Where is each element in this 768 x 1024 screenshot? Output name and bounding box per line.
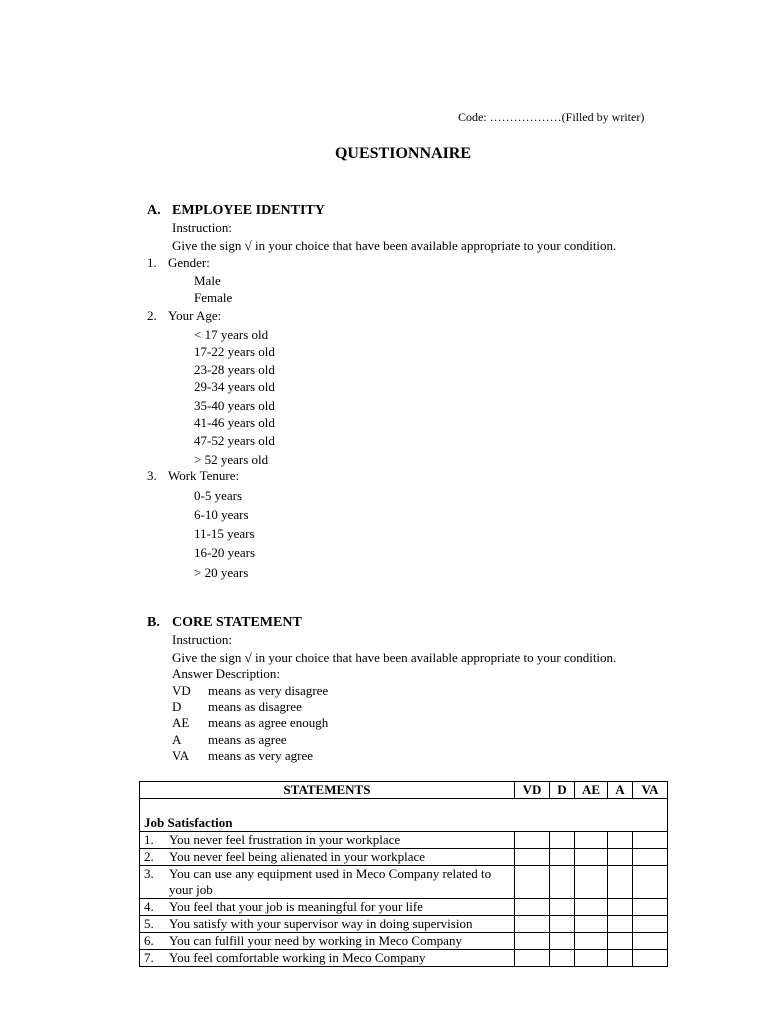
- section-b-heading: [147, 615, 302, 631]
- answer-code-row: VD means as very disagree: [172, 683, 329, 698]
- option-item: Male: [194, 273, 221, 288]
- answer-cell-d[interactable]: [550, 849, 575, 866]
- header-statements: STATEMENTS: [140, 782, 515, 799]
- answer-description-label: Answer Description:: [172, 666, 280, 681]
- table-row: 7. You feel comfortable working in Meco Company: [140, 950, 668, 967]
- section-b-instruction-text: Give the sign √ in your choice that have been available appropriate to your condition.: [172, 650, 617, 665]
- category-row: [140, 799, 668, 832]
- answer-cell-vd[interactable]: [515, 849, 550, 866]
- option-item: 16-20 years: [194, 545, 256, 560]
- answer-cell-ae[interactable]: [575, 849, 608, 866]
- page-title: QUESTIONNAIRE: [334, 145, 472, 162]
- answer-code-row: VA means as very agree: [172, 748, 314, 763]
- statements-table: [139, 781, 668, 967]
- section-a-heading: [147, 203, 325, 219]
- option-item: 11-15 years: [194, 526, 255, 541]
- option-item: < 17 years old: [194, 327, 269, 342]
- option-item: > 52 years old: [194, 452, 269, 467]
- answer-cell-va[interactable]: [633, 899, 668, 916]
- header-vd: VD: [515, 782, 550, 799]
- answer-cell-d[interactable]: [550, 832, 575, 849]
- statement-text: You feel comfortable working in Meco Company: [169, 950, 426, 965]
- table-row: 2. You never feel being alienated in your workplace: [140, 849, 668, 866]
- answer-cell-vd[interactable]: [515, 950, 550, 967]
- answer-cell-d[interactable]: [550, 933, 575, 950]
- question-gender: 1. Gender:: [147, 255, 210, 270]
- answer-cell-a[interactable]: [608, 832, 633, 849]
- code-line: Code: ………………(Filled by writer): [458, 110, 645, 124]
- table-row: 1. You never feel frustration in your workplace: [140, 832, 668, 849]
- answer-cell-ae[interactable]: [575, 899, 608, 916]
- answer-cell-va[interactable]: [633, 916, 668, 933]
- option-item: Female: [194, 290, 233, 305]
- table-header-row: [140, 782, 668, 799]
- option-item: 47-52 years old: [194, 433, 275, 448]
- answer-cell-ae[interactable]: [575, 916, 608, 933]
- answer-cell-va[interactable]: [633, 950, 668, 967]
- section-b-title: CORE STATEMENT: [172, 615, 302, 630]
- table-row: 6. You can fulfill your need by working in Meco Company: [140, 933, 668, 950]
- statement-text: You can use any equipment used in Meco Company related to your job: [169, 866, 492, 897]
- section-a-instruction-text: Give the sign √ in your choice that have been available appropriate to your condition.: [172, 238, 617, 253]
- answer-cell-a[interactable]: [608, 849, 633, 866]
- option-item: 17-22 years old: [194, 344, 275, 359]
- answer-cell-vd[interactable]: [515, 933, 550, 950]
- answer-cell-vd[interactable]: [515, 832, 550, 849]
- section-a-instruction-label: Instruction:: [172, 220, 232, 235]
- section-a-letter: A.: [147, 203, 161, 218]
- answer-cell-ae[interactable]: [575, 950, 608, 967]
- table-row: 3. You can use any equipment used in Meco Company related to your job: [140, 866, 668, 899]
- option-item: 6-10 years: [194, 507, 249, 522]
- option-item: 35-40 years old: [194, 398, 275, 413]
- option-item: 23-28 years old: [194, 362, 275, 377]
- answer-cell-d[interactable]: [550, 916, 575, 933]
- answer-cell-ae[interactable]: [575, 933, 608, 950]
- answer-code-row: AE means as agree enough: [172, 715, 329, 730]
- table-row: 5. You satisfy with your supervisor way in doing supervision: [140, 916, 668, 933]
- section-b-letter: B.: [147, 615, 160, 630]
- answer-cell-vd[interactable]: [515, 866, 550, 899]
- answer-cell-va[interactable]: [633, 933, 668, 950]
- table-row: 4. You feel that your job is meaningful for your life: [140, 899, 668, 916]
- category-job-satisfaction: Job Satisfaction: [140, 799, 668, 832]
- header-va: VA: [633, 782, 668, 799]
- answer-cell-vd[interactable]: [515, 899, 550, 916]
- answer-cell-vd[interactable]: [515, 916, 550, 933]
- header-a: A: [608, 782, 633, 799]
- answer-cell-d[interactable]: [550, 899, 575, 916]
- statement-text: You can fulfill your need by working in Meco Company: [169, 933, 462, 948]
- header-d: D: [550, 782, 575, 799]
- section-a-title: EMPLOYEE IDENTITY: [172, 203, 325, 218]
- option-item: 0-5 years: [194, 488, 243, 503]
- answer-cell-va[interactable]: [633, 849, 668, 866]
- answer-cell-ae[interactable]: [575, 866, 608, 899]
- header-ae: AE: [575, 782, 608, 799]
- answer-cell-va[interactable]: [633, 866, 668, 899]
- answer-cell-d[interactable]: [550, 950, 575, 967]
- option-item: > 20 years: [194, 565, 249, 580]
- statement-text: You feel that your job is meaningful for your life: [169, 899, 423, 914]
- answer-cell-a[interactable]: [608, 866, 633, 899]
- option-item: 41-46 years old: [194, 415, 275, 430]
- answer-cell-a[interactable]: [608, 950, 633, 967]
- answer-cell-a[interactable]: [608, 933, 633, 950]
- statement-text: You satisfy with your supervisor way in doing supervision: [169, 916, 473, 931]
- option-item: 29-34 years old: [194, 379, 275, 394]
- answer-cell-d[interactable]: [550, 866, 575, 899]
- answer-cell-va[interactable]: [633, 832, 668, 849]
- section-b-instruction-label: Instruction:: [172, 632, 232, 647]
- statement-text: You never feel being alienated in your workplace: [169, 849, 426, 864]
- answer-cell-a[interactable]: [608, 899, 633, 916]
- statement-text: You never feel frustration in your workplace: [169, 832, 401, 847]
- answer-cell-a[interactable]: [608, 916, 633, 933]
- question-age: 2. Your Age:: [147, 308, 222, 323]
- answer-cell-ae[interactable]: [575, 832, 608, 849]
- answer-code-row: A means as agree: [172, 732, 287, 747]
- answer-code-row: D means as disagree: [172, 699, 302, 714]
- question-tenure: 3. Work Tenure:: [147, 468, 240, 483]
